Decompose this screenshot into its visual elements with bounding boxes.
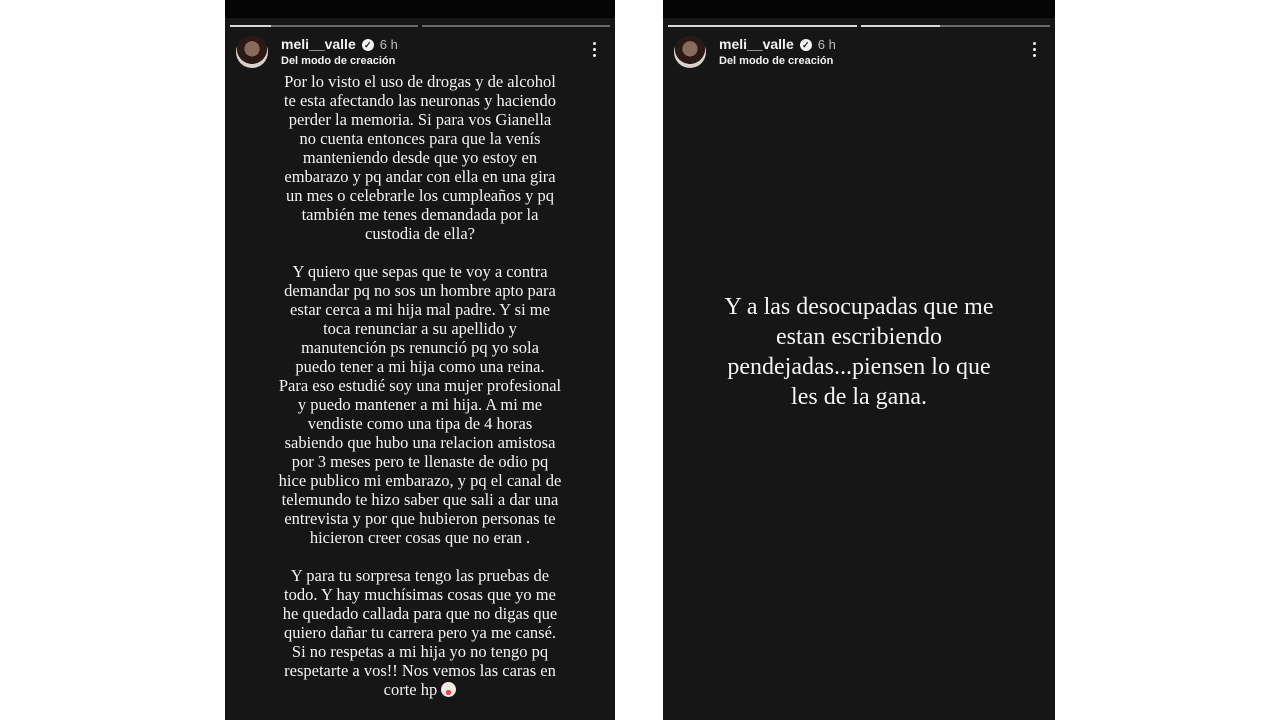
- story-header: [236, 36, 605, 70]
- progress-segment-2: [861, 25, 1050, 27]
- paragraph-3-text: Y para tu sorpresa tengo las pruebas de todo. Y hay muchísimas cosas que yo me he quedado callada para que no digas que quiero dañar tu carrera pero ya me cansé. Si no respetas a mi hija yo no tengo pq respetarte a vos!! Nos vemos las caras en corte hp: [282, 566, 558, 699]
- story-subtitle: Del modo de creación: [281, 55, 396, 67]
- story-header: [674, 36, 1045, 70]
- top-bar: [225, 0, 615, 18]
- clown-face-icon: [441, 682, 456, 697]
- story-panel-right: [663, 0, 1055, 720]
- story-progress: [668, 25, 1050, 27]
- paragraph-1: Por lo visto el uso de drogas y de alcohol te esta afectando las neuronas y haciendo perder la memoria. Si para vos Gianella no cuenta entonces para que la venís manteniendo desde que yo estoy en embarazo y pq andar con ella en una gira un mes o celebrarle los cumpleaños y pq también me tenes demandada por la custodia de ella?: [283, 72, 557, 243]
- more-options-icon[interactable]: [1033, 42, 1037, 60]
- progress-fill: [668, 25, 857, 27]
- story-progress: [230, 25, 610, 27]
- more-options-icon[interactable]: [593, 42, 597, 60]
- verified-badge-icon: ✓: [362, 39, 374, 51]
- top-bar: [663, 0, 1055, 18]
- post-time: 6 h: [817, 37, 836, 52]
- username-row: [719, 36, 836, 53]
- progress-segment-2: [422, 25, 610, 27]
- username[interactable]: meli__valle: [719, 36, 794, 52]
- post-time: 6 h: [379, 37, 398, 52]
- paragraph-3: [225, 566, 615, 699]
- username-row: [281, 36, 398, 53]
- story-text: Y a las desocupadas que me estan escribiendo pendejadas...piensen lo que les de la gana.: [724, 294, 994, 410]
- progress-fill: [230, 25, 271, 27]
- progress-segment-1: [230, 25, 418, 27]
- avatar[interactable]: [236, 36, 268, 68]
- story-text: [225, 72, 615, 718]
- progress-segment-1: [668, 25, 857, 27]
- story-subtitle: Del modo de creación: [719, 55, 834, 67]
- progress-fill: [861, 25, 940, 27]
- story-panel-left: [225, 0, 615, 720]
- avatar[interactable]: [674, 36, 706, 68]
- username[interactable]: meli__valle: [281, 36, 356, 52]
- verified-badge-icon: ✓: [800, 39, 812, 51]
- paragraph-2: Y quiero que sepas que te voy a contra demandar pq no sos un hombre apto para estar cerca a mi hija mal padre. Y si me toca renunciar a su apellido y manutención ps renunció pq yo sola puedo tener a mi hija como una reina. Para eso estudié soy una mujer profesional y puedo mantener a mi hija. A mi me vendiste como una tipa de 4 horas sabiendo que hubo una relacion amistosa por 3 meses pero te llenaste de odio pq hice publico mi embarazo, y pq el canal de telemundo te hizo saber que sali a dar una entrevista y por que hubieron personas te hicieron creer cosas que no eran .: [278, 262, 562, 547]
